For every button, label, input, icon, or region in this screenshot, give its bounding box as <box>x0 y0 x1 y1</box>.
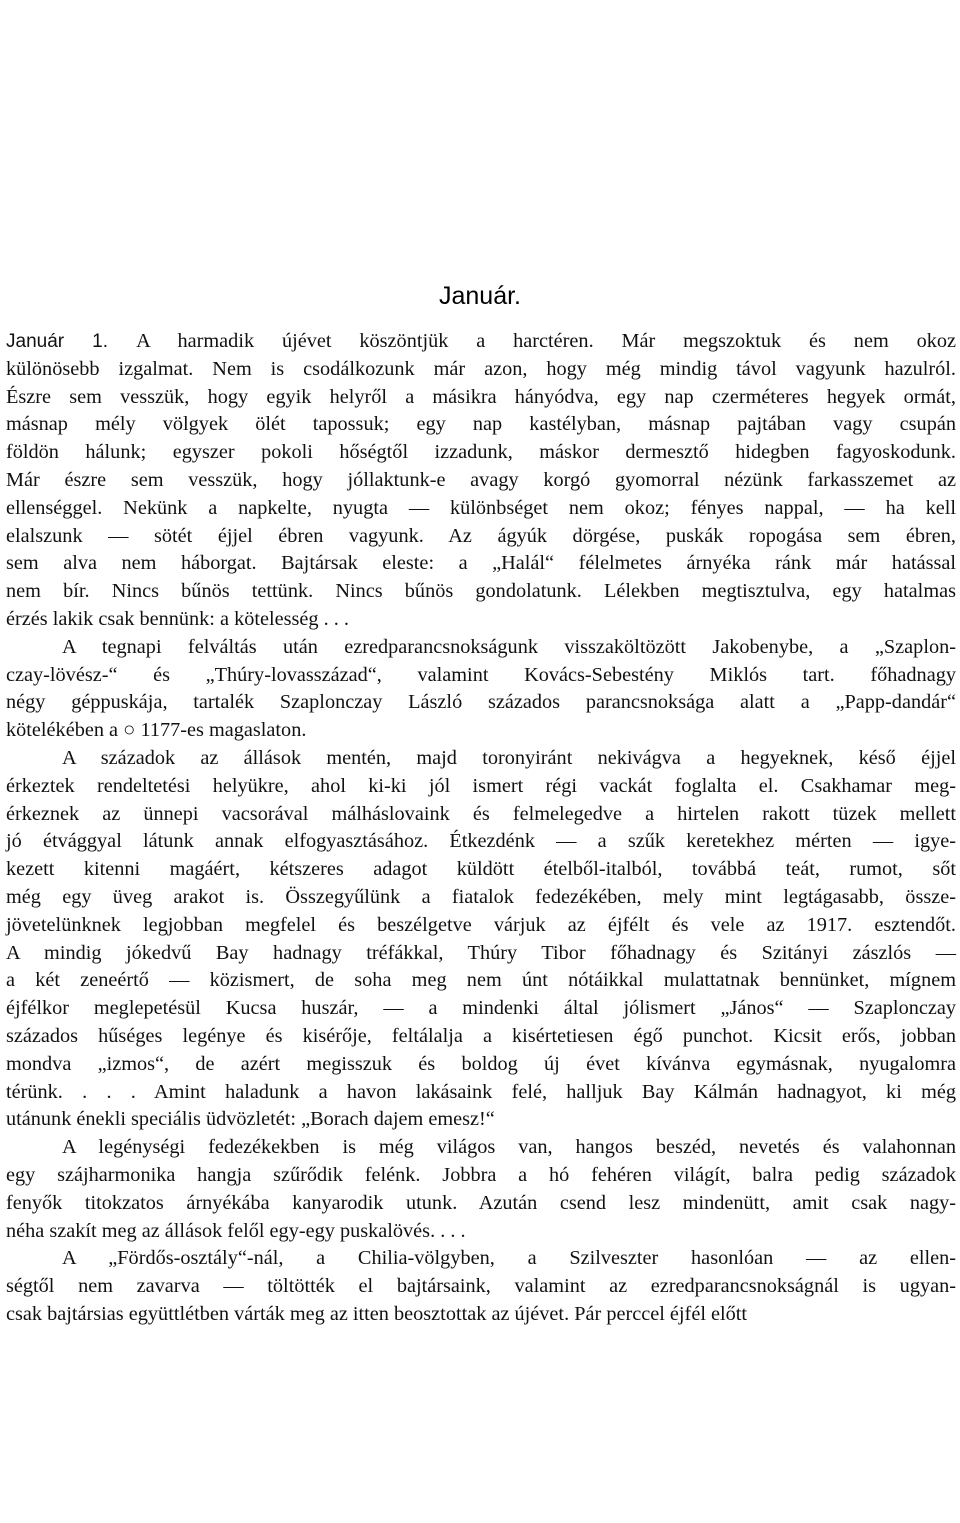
line-text: másnap mély völgyek ölét tapossuk; egy nap kastélyban, másnap pajtában vagy csupán <box>6 413 956 436</box>
line-text: négy géppuskája, tartalék Szaplonczay László százados parancsnoksága alatt a „Papp-dandár“ <box>6 691 956 714</box>
text-line <box>6 1051 956 1079</box>
line-text: A „Fördős-osztály“-nál, a Chilia-völgyben, a Szilveszter hasonlóan — az ellen- <box>62 1247 956 1270</box>
line-text: érkeznek az ünnepi vacsorával málháslovaink és felmelegedve a hirtelen rakott tüzek mellett <box>6 802 956 825</box>
line-text: egy szájharmonika hangja szűrődik felénk. Jobbra a hó fehéren világít, balra pedig századok <box>6 1163 956 1186</box>
text-line <box>6 606 956 634</box>
line-text: még egy üveg arakot is. Összegyűlünk a fiatalok fedezékében, mely mint legtágasabb, össze- <box>6 885 956 908</box>
line-text: néha szakít meg az állások felől egy-egy puskalövés. . . . <box>6 1219 466 1242</box>
line-text: ellenséggel. Nekünk a napkelte, nyugta — különbséget nem okoz; fényes nappal, — ha kell <box>6 496 956 519</box>
line-text: mondva „izmos“, de azért megisszuk és boldog új évet kívánva egymásnak, nyugalomra <box>6 1052 956 1075</box>
line-text: A századok az állások mentén, majd toronyiránt nekivágva a hegyeknek, késő éjjel <box>62 746 956 769</box>
text-line <box>6 745 956 773</box>
text-line <box>6 689 956 717</box>
text-line <box>6 856 956 884</box>
text-line <box>6 1162 956 1190</box>
line-text: nem bír. Nincs bűnös tettünk. Nincs bűnös gondolatunk. Lélekben megtisztulva, egy hatalmas <box>6 580 956 603</box>
text-line <box>6 356 956 384</box>
line-text: százados hűséges legénye és kisérője, feltálalja a kisértetiesen égő punchot. Kicsit erős, jobban <box>6 1024 956 1047</box>
text-line <box>6 662 956 690</box>
line-text: sem alva nem háborgat. Bajtársak eleste: a „Halál“ félelmetes árnyéka ránk már hatással <box>6 552 956 575</box>
text-line <box>6 634 956 662</box>
line-text: elalszunk — sötét éjjel ébren vagyunk. Az ágyúk dörgése, puskák ropogása sem ébren, <box>6 524 956 547</box>
text-line <box>6 384 956 412</box>
line-text: különösebb izgalmat. Nem is csodálkozunk már azon, hogy még mindig távol vagyunk hazulról. <box>6 357 956 380</box>
line-text: érzés lakik csak bennünk: a kötelesség . . . <box>6 607 349 630</box>
text-line <box>6 801 956 829</box>
line-text: ségtől nem zavarva — töltötték el bajtársaink, valamint az ezredparancsnokságnál is ugyan- <box>6 1275 956 1298</box>
text-line <box>6 467 956 495</box>
text-line <box>6 912 956 940</box>
line-text: utánunk énekli speciális üdvözletét: „Borach dajem emesz!“ <box>6 1108 495 1131</box>
text-line <box>6 967 956 995</box>
text-line <box>6 940 956 968</box>
text-line <box>6 1106 956 1134</box>
line-text: kezett kitenni magáért, kétszeres adagot küldött ételből-italból, továbbá teát, rumot, sőt <box>6 858 956 881</box>
line-text: a két zeneértő — közismert, de soha meg nem únt nótáikkal mulattatnak bennünket, mígnem <box>6 969 956 992</box>
text-line <box>6 995 956 1023</box>
line-text: földön hálunk; egyszer pokoli hőségtől izzadunk, máskor dermesztő hidegben fagyoskodunk. <box>6 441 956 464</box>
text-line <box>6 1190 956 1218</box>
text-line <box>6 1023 956 1051</box>
text-line <box>6 523 956 551</box>
text-line <box>6 828 956 856</box>
text-line <box>6 550 956 578</box>
line-text: jó étvággyal látunk annak elfogyasztásához. Étkezdénk — a szűk keretekhez mérten — igye- <box>6 830 956 853</box>
date-lead: Január 1. <box>6 331 137 352</box>
text-line <box>6 411 956 439</box>
line-text: A mindig jókedvű Bay hadnagy tréfákkal, Thúry Tibor főhadnagy és Szitányi zászlós — <box>6 941 956 964</box>
text-line <box>6 328 956 356</box>
text-line <box>6 1273 956 1301</box>
text-line <box>6 773 956 801</box>
line-text: érkeztek rendeltetési helyükre, ahol ki-ki jól ismert régi vackát foglalta el. Csakhamar meg- <box>6 774 956 797</box>
text-line <box>6 884 956 912</box>
text-line <box>6 1079 956 1107</box>
line-text: térünk. . . . Amint haladunk a havon lakásaink felé, halljuk Bay Kálmán hadnagyot, ki még <box>6 1080 956 1103</box>
text-line <box>6 1301 956 1329</box>
text-line <box>6 1218 956 1246</box>
text-line <box>6 1245 956 1273</box>
text-line <box>6 495 956 523</box>
line-text: csak bajtársias együttlétben várták meg az itten beosztottak az újévet. Pár perccel éjfél előtt <box>6 1302 748 1325</box>
line-text: czay-lövész-“ és „Thúry-lovasszázad“, valamint Kovács-Sebestény Miklós tart. főhadnagy <box>6 663 956 686</box>
line-text: fenyők titokzatos árnyékába kanyarodik utunk. Azután csend lesz mindenütt, amit csak nagy- <box>6 1191 956 1214</box>
text-line <box>6 1134 956 1162</box>
line-text: A legénységi fedezékekben is még világos van, hangos beszéd, nevetés és valahonnan <box>62 1136 956 1159</box>
text-line <box>6 439 956 467</box>
line-text: kötelékében a ○ 1177-es magaslaton. <box>6 719 307 742</box>
line-text: A tegnapi felváltás után ezredparancsnokságunk visszaköltözött Jakobenybe, a „Szaplon- <box>62 635 956 658</box>
line-text: Már észre sem vesszük, hogy jóllaktunk-e avagy korgó gyomorral nézünk farkasszemet az <box>6 468 956 491</box>
line-text: A harmadik újévet köszöntjük a harctéren. Már megszoktuk és nem okoz <box>136 330 957 352</box>
page-title: Január. <box>438 282 521 310</box>
body-text <box>6 328 956 1329</box>
text-line <box>6 717 956 745</box>
line-text: éjfélkor meglepetésül Kucsa huszár, — a mindenki által jólismert „János“ — Szaplonczay <box>6 997 956 1020</box>
line-text: Észre sem vesszük, hogy egyik helyről a másikra hányódva, egy nap czerméteres hegyek ormát, <box>6 385 956 408</box>
text-line <box>6 578 956 606</box>
line-text: jövetelünknek legjobban megfelel és beszélgetve várjuk az éjfélt és vele az 1917. esztendőt. <box>6 913 956 936</box>
